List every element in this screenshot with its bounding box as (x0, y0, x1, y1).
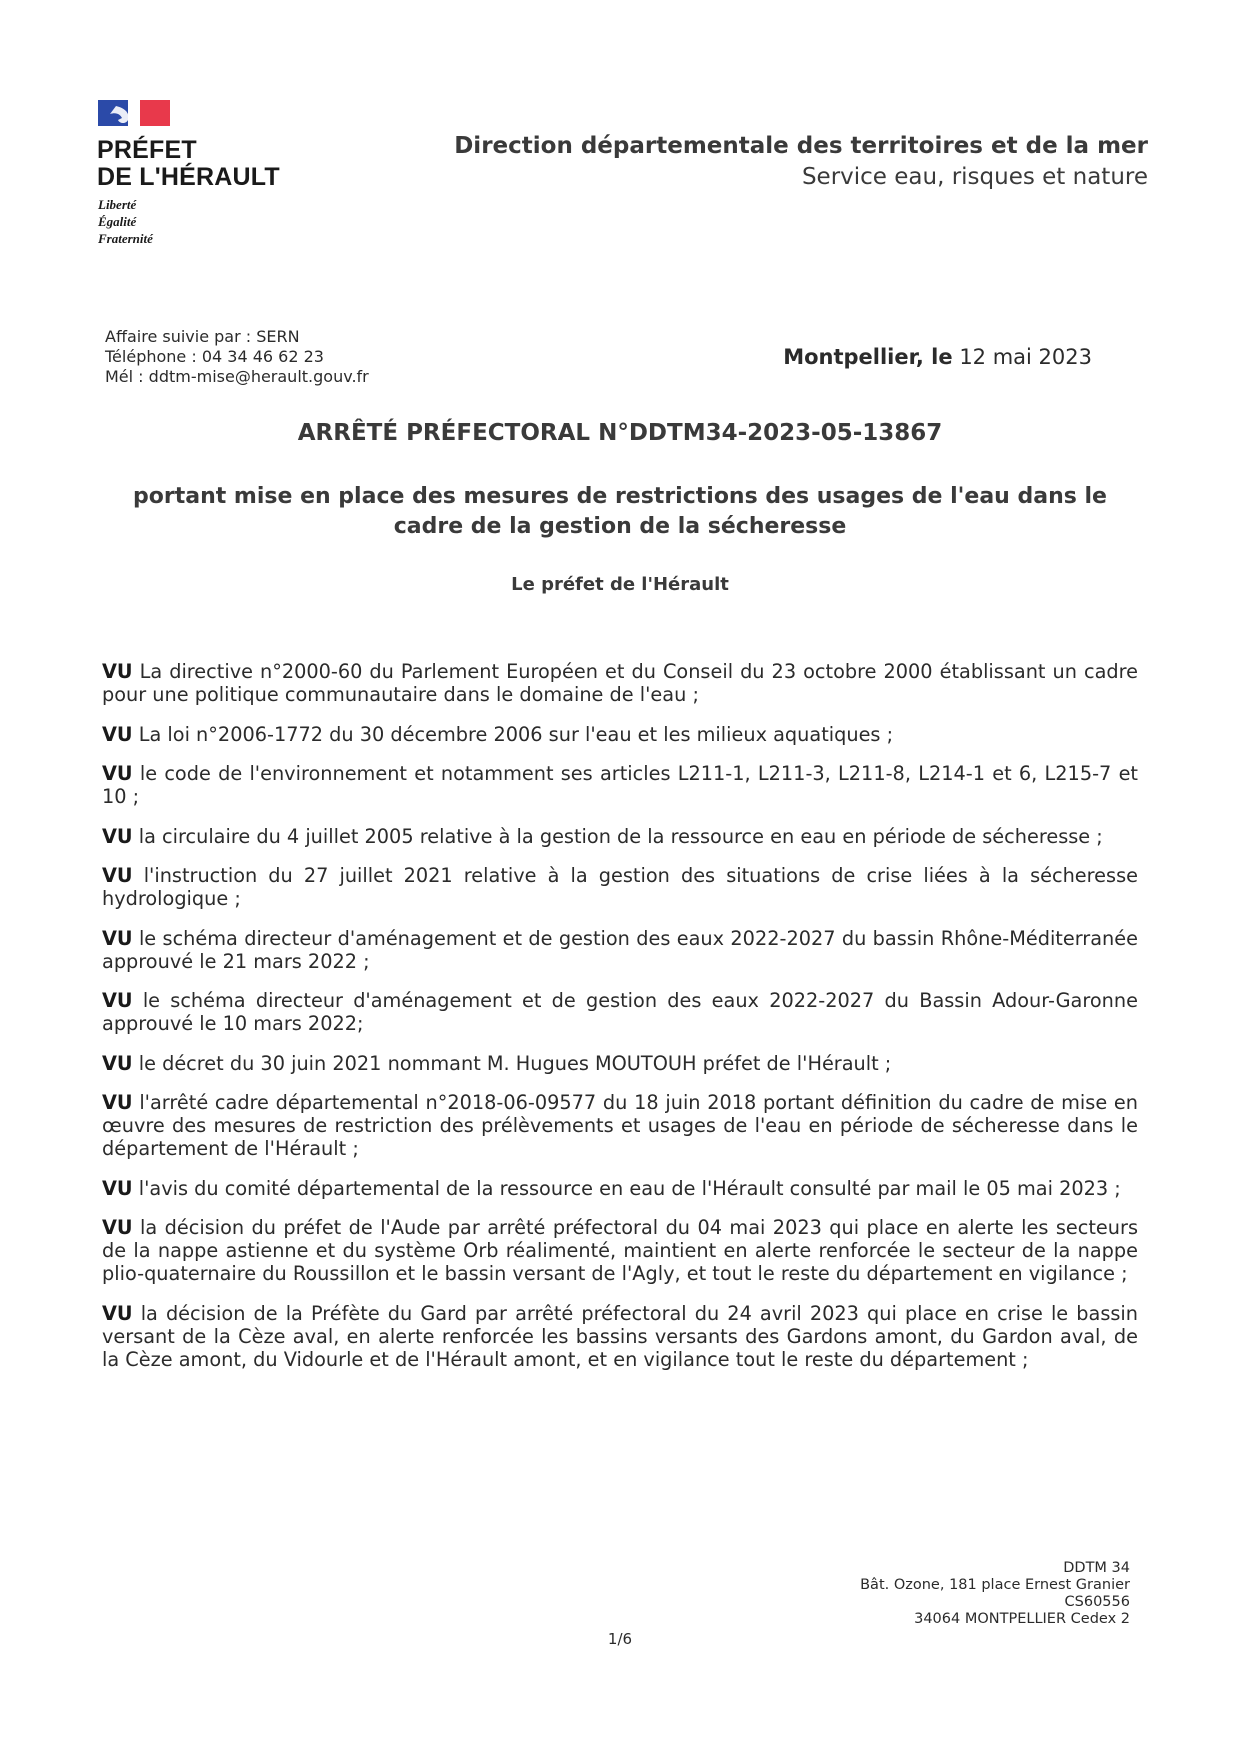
consideration-text: le décret du 30 juin 2021 nommant M. Hugues MOUTOUH préfet de l'Hérault ; (138, 1051, 892, 1075)
marianne-flag-icon (98, 100, 170, 126)
considerations-list (102, 660, 1138, 1387)
footer-address-line: DDTM 34 (1063, 1560, 1130, 1576)
consideration-item (102, 723, 1138, 746)
vu-keyword: VU (102, 722, 133, 746)
contact-affaire: Affaire suivie par : SERN (105, 327, 300, 346)
service-name: Service eau, risques et nature (801, 164, 1148, 190)
footer-address-line: Bât. Ozone, 181 place Ernest Granier (860, 1577, 1130, 1593)
consideration-text: le code de l'environnement et notamment ses articles L211-1, L211-3, L211-8, L214-1 et 6, L215-7 et 10 ; (102, 762, 1138, 808)
vu-keyword: VU (102, 660, 133, 683)
vu-keyword: VU (102, 1051, 133, 1075)
vu-keyword: VU (102, 926, 133, 950)
consideration-text: la décision de la Préfète du Gard par arrêté préfectoral du 24 avril 2023 qui place en crise le bassin versant de la Cèze aval, en alerte renforcée les bassins versants des Gardons amont, du Gardon aval, de la Cèze amont, du Vidourle et de l'Hérault amont, et en vigilance tout le reste du département ; (102, 1301, 1138, 1371)
footer-address-line: CS60556 (1064, 1594, 1130, 1610)
logo-motto-fraternite: Fraternité (98, 231, 153, 246)
arrete-title: ARRÊTÉ PRÉFECTORAL N°DDTM34-2023-05-13867 (297, 420, 943, 446)
consideration-item (102, 762, 1138, 808)
consideration-item (102, 864, 1138, 910)
logo-prefet: PRÉFET (97, 136, 197, 164)
vu-keyword: VU (102, 989, 133, 1012)
consideration-item (102, 989, 1138, 1035)
date-value: 12 mai 2023 (959, 345, 1092, 369)
consideration-item (102, 1216, 1138, 1285)
vu-keyword: VU (102, 762, 133, 785)
page-number: 1/6 (607, 1630, 633, 1648)
consideration-text: La directive n°2000-60 du Parlement Européen et du Conseil du 23 octobre 2000 établissant un cadre pour une politique communautaire dans le domaine de l'eau ; (102, 660, 1138, 706)
date-line (783, 345, 1092, 369)
consideration-item (102, 1302, 1138, 1371)
consideration-item (102, 660, 1138, 706)
contact-email: Mél : ddtm-mise@herault.gouv.fr (105, 367, 369, 386)
consideration-text: le schéma directeur d'aménagement et de gestion des eaux 2022-2027 du bassin Rhône-Méditerranée approuvé le 21 mars 2022 ; (102, 926, 1138, 973)
consideration-text: l'arrêté cadre départemental n°2018-06-09577 du 18 juin 2018 portant définition du cadre de mise en œuvre des mesures de restriction des prélèvements et usages de l'eau en période de sécheresse dans le département de l'Hérault ; (102, 1091, 1138, 1160)
logo-motto-egalite: Égalité (98, 214, 137, 229)
vu-keyword: VU (102, 864, 133, 887)
footer-address-line: 34064 MONTPELLIER Cedex 2 (914, 1611, 1130, 1627)
consideration-text: la circulaire du 4 juillet 2005 relative à la gestion de la ressource en eau en période de sécheresse ; (138, 824, 1103, 848)
consideration-item (102, 825, 1138, 848)
consideration-text: le schéma directeur d'aménagement et de gestion des eaux 2022-2027 du Bassin Adour-Garonne approuvé le 10 mars 2022; (102, 989, 1138, 1035)
consideration-text: La loi n°2006-1772 du 30 décembre 2006 sur l'eau et les milieux aquatiques ; (138, 722, 894, 746)
consideration-item (102, 1177, 1138, 1200)
footer-address (860, 1560, 1130, 1628)
consideration-text: la décision du préfet de l'Aude par arrêté préfectoral du 04 mai 2023 qui place en alerte les secteurs de la nappe astienne et du système Orb réalimenté, maintient en alerte renforcée le secteur de la nappe plio-quaternaire du Roussillon et le bassin versant de l'Agly, et tout le reste du département en vigilance ; (102, 1216, 1138, 1285)
vu-keyword: VU (102, 824, 133, 848)
vu-keyword: VU (102, 1091, 133, 1114)
vu-keyword: VU (102, 1216, 133, 1239)
vu-keyword: VU (102, 1301, 133, 1325)
contact-telephone: Téléphone : 04 34 46 62 23 (105, 347, 324, 366)
consideration-text: l'instruction du 27 juillet 2021 relative à la gestion des situations de crise liées à la sécheresse hydrologique ; (102, 864, 1138, 910)
consideration-text: l'avis du comité départemental de la ressource en eau de l'Hérault consulté par mail le 05 mai 2023 ; (138, 1176, 1121, 1200)
consideration-item (102, 927, 1138, 973)
date-place: Montpellier, le (783, 345, 953, 369)
arrete-subject: portant mise en place des mesures de restrictions des usages de l'eau dans le cadre de la gestion de la sécheresse (133, 484, 1107, 539)
direction-name: Direction départementale des territoires et de la mer (454, 133, 1148, 159)
consideration-item (102, 1052, 1138, 1075)
issuer: Le préfet de l'Hérault (511, 574, 729, 595)
consideration-item (102, 1091, 1138, 1160)
logo-herault: DE L'HÉRAULT (97, 163, 280, 191)
vu-keyword: VU (102, 1176, 133, 1200)
logo-motto-liberte: Liberté (98, 197, 137, 212)
